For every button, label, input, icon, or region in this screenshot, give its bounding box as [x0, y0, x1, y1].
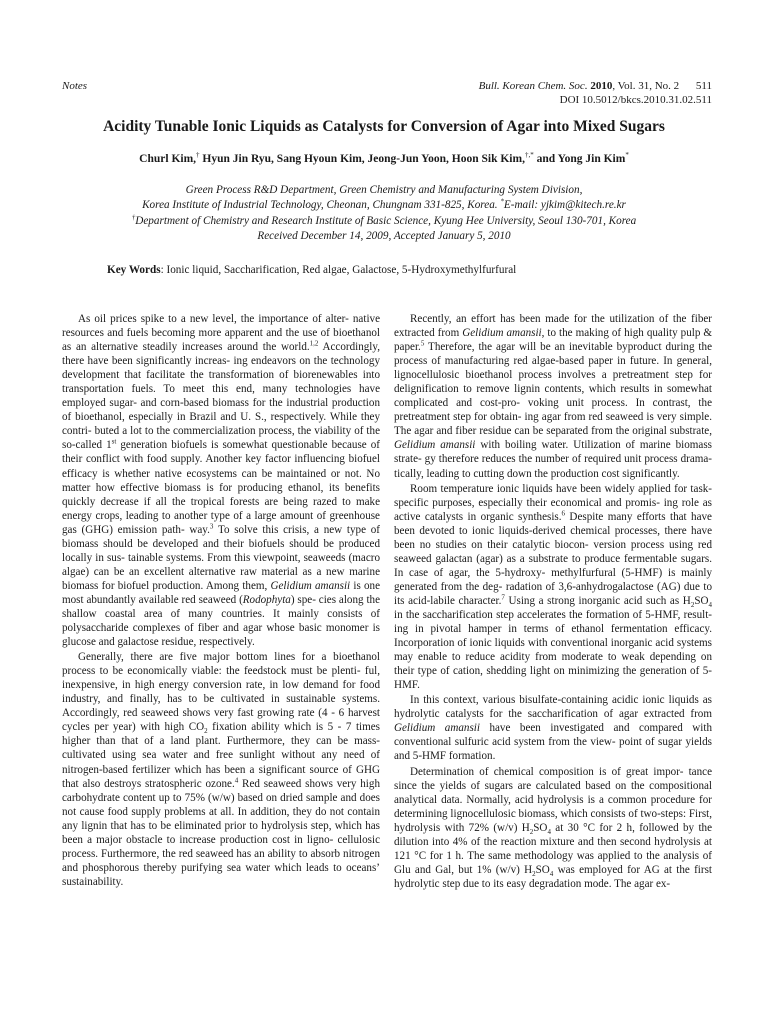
body-paragraph: Determination of chemical composition is of great impor- tance since the yields of sugars are calculated based on the compositional analytical data. Normally, acid hydrolysis is a common procedure for determining lignocellulosic biomass, which consists of two-steps: First, hydrolysis with 72% (w/v) $H_2SO_4$ at 30 °C for 2 h, followed by the dilution into 4% of the reaction mixture and then second hydrolysis at 121 °C for 1 h. The same methodology was applied to the analysis of Glu and Gal, but 1% (w/v) $H_2SO_4$ was employed for AG at the first hydrolytic step due to its easy degradation mode. The agar ex-	[394, 765, 713, 890]
body-paragraph: In this context, various bisulfate-containing acidic ionic liquids as hydrolytic catalysts for the saccharification of agar extracted from Gelidium amansii have been investigated and compared with conventional sulfuric acid system from the view- point of sugar yields and 5-HMF formation.	[394, 694, 712, 763]
running-head	[62, 79, 712, 109]
doi: DOI 10.5012/bkcs.2010.31.02.511	[559, 94, 712, 106]
body-paragraph: As oil prices spike to a new level, the importance of alter- native resources and fuels becoming more apparent and the use of bioethanol as an alternative steadily increases around the world.$^{1,2}$ Accordingly, there have been significantly increas- ing endeavors on the technology development that facilitate the transformation of biorenewables into transportation fuels. To meet this end, many technologies have employed sugar- and corn-based biomass for the industrial production of bioethanol, especially in Brazil and U. S., respectively. While they contri- buted a lot to the commercialization process, the viability of the so-called 1st generation biofuels is somewhat questionable because of their conflict with food supply. Another key factor influencing biofuel efficacy is whether native ecosystems can be maintained or not. No matter how effective biomass is for producing ethanol, its benefits quickly decrease if all the tropical forests are being razed to make energy crops, leading to another type of a large amount of greenhouse gas (GHG) emission path- way.$^3$ To solve this crisis, a new type of biomass should be developed and their biofuels should be produced locally in sus- tainable systems. From this viewpoint, seaweeds (macro algae) can be an excellent alternative raw material as a new marine biomass for biofuel production. Among them, Gelidium amansii is one most abundantly available red seaweed (Rodophyta) spe- cies along the shallow coastal area of many countries. It mainly consists of polysaccharide complexes of fiber and agar whose basic monomer is glucose and galactose residue, respectively.	[62, 313, 381, 649]
affiliations	[40, 183, 728, 245]
section-label: Notes	[62, 80, 88, 92]
keywords	[107, 263, 712, 277]
body-paragraph: Generally, there are five major bottom lines for a bioethanol process to be economically viable: the feedstock must be plenti- ful, inexpensive, in high energy conversion rate, in low demand for food industry, and finally, has to be cultivated in sustainable systems. Accordingly, red seaweed shows very fast growing rate (4 - 6 harvest cycles per year) with high $CO_2$ fixation ability which is 5 - 7 times higher than that of a land plant. Furthermore, they can be mass-cultivated using sea water and free sunlight without any need of nitrogen-based fertilizer which has been a significant source of GHG that also destroys stratospheric ozone.$^4$ Red seaweed shows very high carbohydrate content up to 75% (w/w) based on dried sample and does not cause food supply problems at all. In addition, they do not contain any lignin that has to be eliminated prior to hydrolysis step, which has been a major obstacle to increase production cost in ligno- cellulosic process. Furthermore, the red seaweed has an ability to absorb nitrogen and phosphorous thereby purifying sea water which leads to oceans’ sustainability.	[62, 651, 381, 888]
body-paragraph: Recently, an effort has been made for the utilization of the fiber extracted from Gelidium amansii, to the making of high quality pulp & paper.$^5$ Therefore, the agar will be an inevitable byproduct during the process of manufacturing red algae-based paper in future. In general, lignocellulosic bioethanol process involves a pretreatment step for delignification to remove lignin contents, which results in somewhat complicated and cost-pro- voking unit process. In contrast, the pretreatment step for obtain- ing agar from red seaweed is very simple. The agar and fiber residue can be separated from the original substrate, Gelidium amansii with boiling water. Utilization of marine biomass strate- gy therefore reduces the number of required unit process drama- tically, leading to cutting down the production cost significantly.	[394, 313, 712, 480]
body-paragraph: Room temperature ionic liquids have been widely applied for task-specific purposes, especially their economical and promis- ing role as active catalysts in organic synthesis.$^6$ Despite many efforts that have been devoted to ionic liquids-derived chemical processes, there have been no studies on their catalytic biocon- version process using red seaweed galactan (agar) as a substrate to produce fermentable sugars. In case of agar, the 5-hydroxy- methylfurfural (5-HMF) is mainly generated from the deg- radation of 3,6-anhydrogalactose (AG) due to its acid-labile character.$^7$ Using a strong inorganic acid such as $H_2SO_4$ in the saccharification step accelerates the formation of 5-HMF, result- ing in pivotal hamper in terms of ethanol fermentation efficacy. Incorporation of ionic liquids with conventional inorganic acid systems may enable to reduce acidity from moderate to weak depending on their type of cation, shedding light on minimizing the generation of 5-HMF.	[394, 482, 713, 692]
journal-volume: Vol. 31, No. 2	[617, 80, 680, 92]
author-list: Churl Kim,† Hyun Jin Ryu, Sang Hyoun Kim, Jeong-Jun Yoon, Hoon Sik Kim,†,* and Yong Jin Kim*	[139, 151, 629, 165]
affiliation-line: Green Process R&D Department, Green Chemistry and Manufacturing System Division,	[185, 184, 583, 196]
received-dates: Received December 14, 2009, Accepted January 5, 2010	[257, 230, 511, 243]
page-number: 511	[695, 80, 712, 92]
journal-name: Bull. Korean Chem. Soc.	[478, 80, 588, 92]
affiliation-line: †Department of Chemistry and Research Institute of Basic Science, Kyung Hee University, Seoul 130-701, Korea	[131, 213, 637, 227]
journal-citation: Bull. Korean Chem. Soc. 2010, Vol. 31, No. 2 511	[478, 80, 712, 92]
left-column	[62, 312, 380, 889]
keywords-text: : Ionic liquid, Saccharification, Red algae, Galactose, 5-Hydroxymethylfurfural	[160, 264, 517, 276]
article-title: Acidity Tunable Ionic Liquids as Catalysts for Conversion of Agar into Mixed Sugars	[103, 118, 665, 135]
affiliation-line: Korea Institute of Industrial Technology, Cheonan, Chungnam 331-825, Korea. *E-mail: yjkim@kitech.re.kr	[142, 197, 626, 212]
right-column	[394, 312, 712, 891]
citation-block	[479, 79, 712, 107]
keywords-label: Key Words	[107, 264, 161, 276]
journal-year: 2010	[590, 80, 613, 92]
